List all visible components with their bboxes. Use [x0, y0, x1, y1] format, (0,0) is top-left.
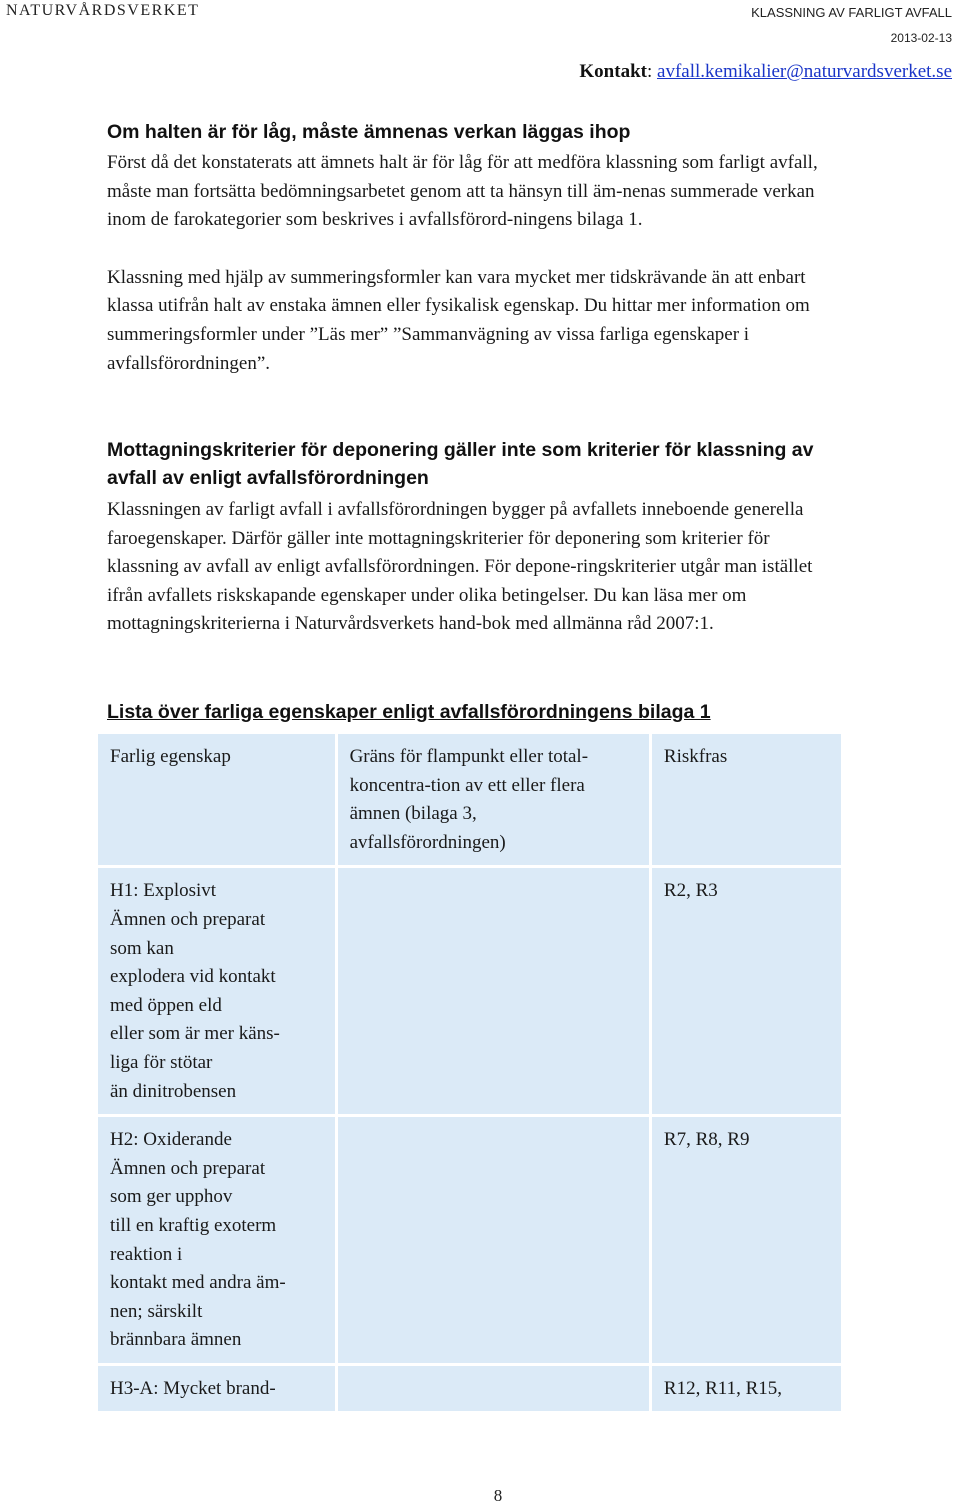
cell-line: än dinitrobensen: [110, 1080, 237, 1102]
cell-line: explodera vid kontakt: [110, 966, 276, 988]
page-number: 8: [493, 1486, 503, 1505]
cell-line: till en kraftig exoterm: [110, 1214, 277, 1236]
cell-line: nen; särskilt: [110, 1300, 203, 1322]
contact-line: Kontakt: avfall.kemikalier@naturvardsverket.se: [579, 61, 952, 82]
column-header-limit: [336, 733, 650, 867]
table-row: [97, 867, 843, 1116]
property-cell: [97, 1364, 337, 1413]
cell-line: avfallsförordningen): [349, 831, 506, 853]
cell-line: med öppen eld: [110, 994, 222, 1016]
limit-cell: [336, 1364, 650, 1413]
column-header-property: Farlig egenskap: [97, 733, 337, 867]
section-heading: Mottagningskriterier för deponering gäller inte som kriterier för klassning av avfall av enligt avfallsförordningen: [107, 439, 814, 489]
cell-line: brännbara ämnen: [110, 1329, 242, 1351]
cell-line: som kan: [110, 937, 174, 959]
property-cell: [97, 867, 337, 1116]
cell-line: kontakt med andra äm-: [110, 1272, 286, 1294]
limit-cell: [336, 867, 650, 1116]
risk-phrase-cell: R7, R8, R9: [650, 1116, 842, 1365]
cell-line: ämnen (bilaga 3,: [349, 803, 477, 825]
cell-line: H2: Oxiderande: [110, 1129, 232, 1151]
contact-email-link[interactable]: avfall.kemikalier@naturvardsverket.se: [657, 61, 952, 82]
cell-line: reaktion i: [110, 1243, 183, 1265]
section-sum-effects: [107, 118, 847, 378]
hazard-properties-table: [95, 731, 844, 1414]
property-cell: [97, 1116, 337, 1365]
section-hazard-list: [107, 698, 847, 726]
table-header-row: [97, 733, 843, 867]
table-row: [97, 1116, 843, 1365]
cell-line: H3-A: Mycket brand-: [110, 1377, 276, 1399]
cell-line: Ämnen och preparat: [110, 1157, 266, 1179]
column-header-risk-phrase: Riskfras: [650, 733, 842, 867]
cell-line: som ger upphov: [110, 1186, 233, 1208]
risk-phrase-cell: R2, R3: [650, 867, 842, 1116]
section-heading: Om halten är för låg, måste ämnenas verkan läggas ihop: [107, 121, 631, 143]
contact-label: Kontakt: [579, 61, 647, 82]
document-date: 2013-02-13: [890, 31, 952, 45]
cell-line: Ämnen och preparat: [110, 908, 266, 930]
document-title: KLASSNING AV FARLIGT AVFALL: [751, 5, 952, 20]
table-row: [97, 1364, 843, 1413]
body-paragraph: Klassningen av farligt avfall i avfallsförordningen bygger på avfallets inneboende generella faroegenskaper. Därför gäller inte mottagningskriterier för deponering som kriterier för klassning av avfall av enligt avfallsförordningen. För depone-ringskriterier utgår man istället ifrån avfallets riskskapande egenskaper under olika betingelser. Du kan läsa mer om mottagningskriterierna i Naturvårdsverkets hand-bok med allmänna råd 2007:1.: [107, 499, 813, 635]
body-paragraph: Först då det konstaterats att ämnets halt är för låg för att medföra klassning som farligt avfall, måste man fortsätta bedömningsarbetet genom att ta hänsyn till äm-nenas summerade verkan inom de farokategorier som beskrives i avfallsförord-ningens bilaga 1.: [107, 152, 818, 231]
cell-line: eller som är mer käns-: [110, 1023, 280, 1045]
cell-line: koncentra-tion av ett eller flera: [349, 774, 585, 796]
risk-phrase-cell: R12, R11, R15,: [650, 1364, 842, 1413]
section-heading: Lista över farliga egenskaper enligt avfallsförordningens bilaga 1: [107, 701, 711, 723]
section-acceptance-criteria: [107, 436, 847, 639]
cell-line: liga för stötar: [110, 1051, 213, 1073]
body-paragraph: Klassning med hjälp av summeringsformler kan vara mycket mer tidskrävande än att enbart klassa utifrån halt av enstaka ämnen eller fysikalisk egenskap. Du hittar mer information om summeringsformler under ”Läs mer” ”Sammanvägning av vissa farliga egenskaper i avfallsförordningen”.: [107, 266, 810, 374]
cell-line: H1: Explosivt: [110, 880, 217, 902]
limit-cell: [336, 1116, 650, 1365]
cell-line: Gräns för flampunkt eller total-: [349, 746, 589, 767]
brand-name: NATURVÅRDSVERKET: [6, 2, 200, 19]
